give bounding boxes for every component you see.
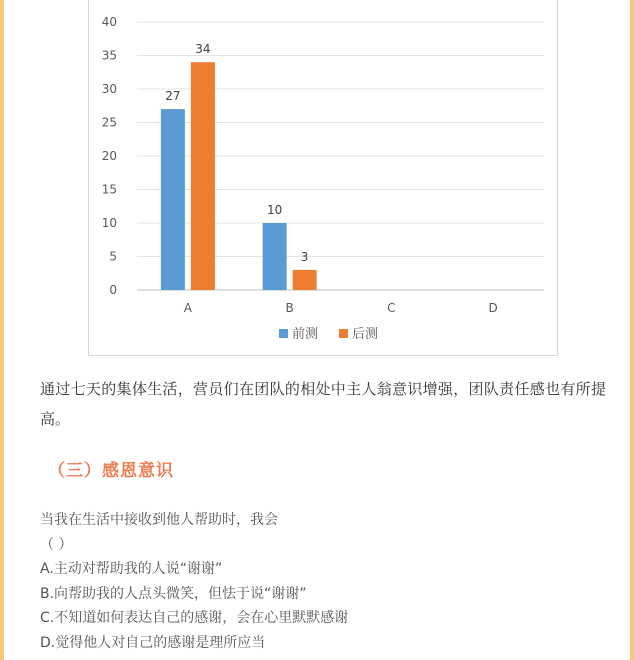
option-c: C.不知道如何表达自己的感谢，会在心里默默感谢 (40, 610, 349, 626)
x-tick-label-B: B (285, 301, 294, 315)
data-label-A-后测: 34 (195, 42, 211, 57)
bar-B-后测 (293, 270, 317, 290)
option-b: B.向帮助我的人点头微笑，但怯于说“谢谢” (40, 585, 307, 602)
section-title: （三）感恩意识 (48, 461, 174, 481)
y-tick-label-30: 30 (101, 82, 117, 96)
y-tick-label-15: 15 (101, 182, 117, 197)
bar-A-前测 (161, 109, 185, 290)
bar-B-前测 (263, 223, 287, 290)
right-border-decoration (630, 0, 634, 660)
y-tick-label-0: 0 (109, 283, 117, 297)
legend-label-0: 前测 (292, 327, 319, 342)
question-block (40, 508, 600, 655)
legend-label-1: 后测 (352, 327, 379, 342)
data-label-A-前测: 27 (165, 89, 181, 104)
question-stem: 当我在生活中接收到他人帮助时，我会 (40, 512, 278, 528)
summary-paragraph: 通过七天的集体生活，营员们在团队的相处中主人翁意识增强，团队责任感也有所提高。 (40, 380, 606, 428)
x-tick-label-A: A (183, 301, 192, 315)
data-label-B-后测: 3 (300, 249, 309, 264)
question-blank: （ ） (40, 536, 73, 553)
y-tick-label-5: 5 (109, 249, 117, 264)
legend-swatch-1 (339, 329, 348, 338)
y-tick-label-20: 20 (101, 149, 117, 163)
x-tick-label-C: C (387, 301, 396, 315)
y-tick-label-25: 25 (101, 115, 117, 130)
bar-A-后测 (191, 62, 215, 290)
y-tick-label-10: 10 (101, 216, 117, 230)
option-a: A.主动对帮助我的人说“谢谢” (40, 561, 223, 577)
data-label-B-前测: 10 (266, 203, 283, 217)
bar-chart (88, 0, 558, 356)
left-border-decoration (0, 0, 4, 660)
bar-chart-svg (89, 0, 559, 356)
option-d: D.觉得他人对自己的感谢是理所应当 (40, 634, 266, 651)
legend-swatch-0 (279, 329, 288, 338)
y-tick-label-40: 40 (101, 15, 117, 29)
y-tick-label-35: 35 (101, 48, 117, 63)
x-tick-label-D: D (488, 301, 498, 315)
